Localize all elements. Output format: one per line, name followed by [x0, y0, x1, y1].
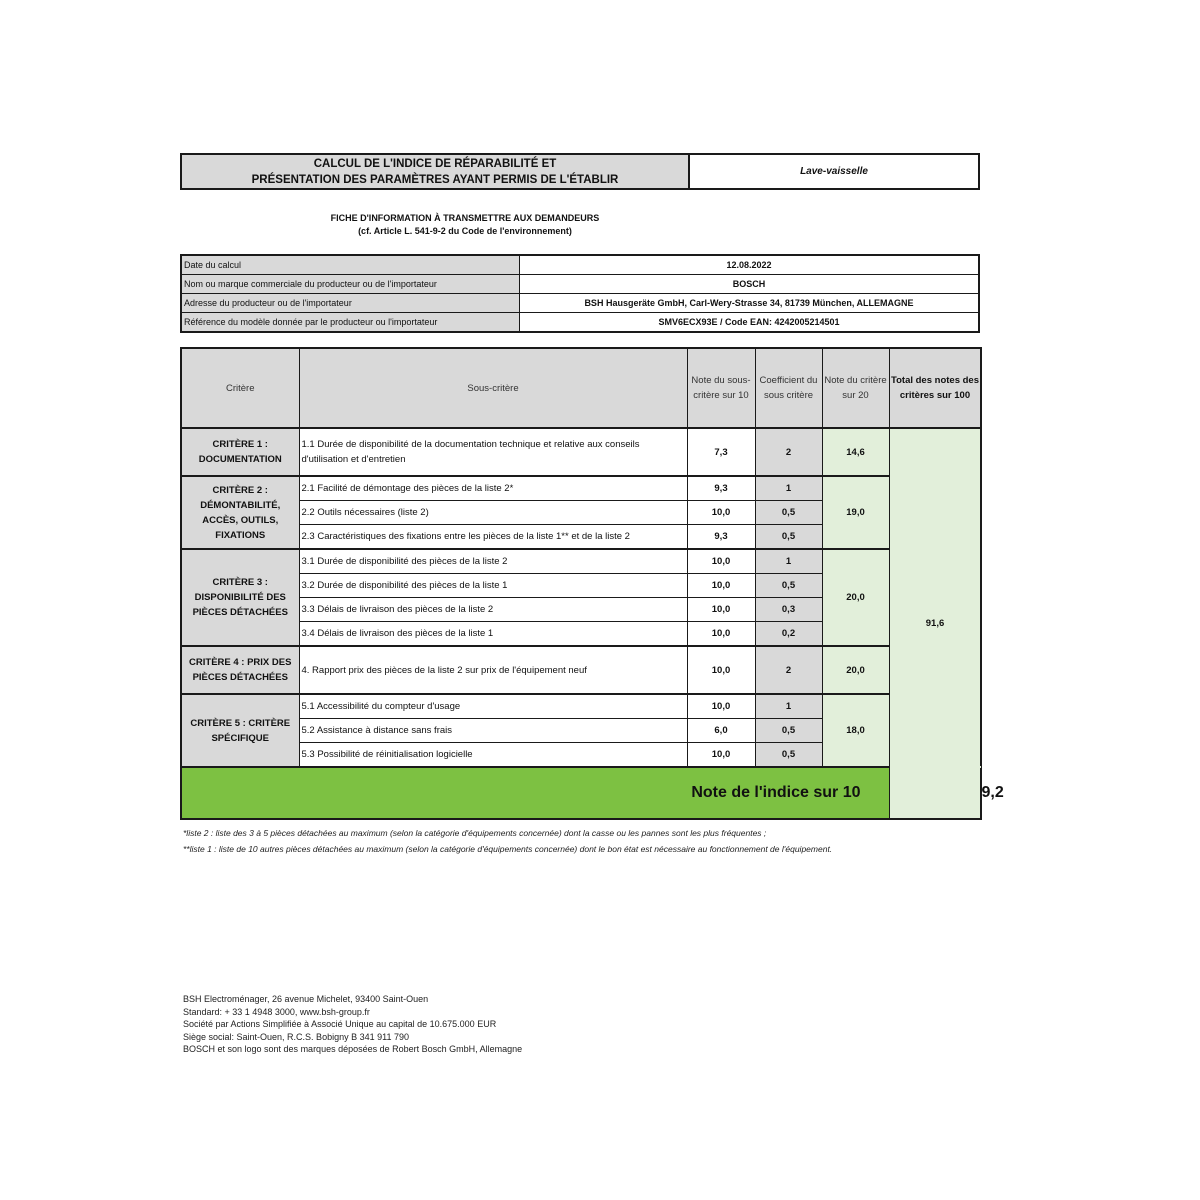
address-line: BSH Electroménager, 26 avenue Michelet, 93400 Saint-Ouen [183, 994, 429, 1004]
sub-criterion-note: 10,0 [687, 549, 755, 574]
header-coefficient: Coefficient du sous critère [755, 348, 822, 428]
sub-criterion-coef: 0,5 [755, 525, 822, 550]
sub-criterion-note: 10,0 [687, 574, 755, 598]
info-row [181, 294, 979, 313]
table-header-row [181, 348, 981, 428]
sub-criterion-label: 3.4 Délais de livraison des pièces de la liste 1 [299, 622, 687, 647]
sub-criterion-label: 3.2 Durée de disponibilité des pièces de la liste 1 [299, 574, 687, 598]
table-row [181, 646, 981, 694]
address-line: Société par Actions Simplifiée à Associé Unique au capital de 10.675.000 EUR [183, 1019, 497, 1030]
header-title-line2: PRÉSENTATION DES PARAMÈTRES AYANT PERMIS DE L'ÉTABLIR [251, 173, 619, 186]
sub-criterion-coef: 0,5 [755, 501, 822, 525]
criterion-score: 18,0 [822, 694, 889, 767]
sub-criterion-label: 1.1 Durée de disponibilité de la documentation technique et relative aux conseils d'utilisation et d'entretien [299, 428, 687, 476]
sub-criterion-coef: 2 [755, 428, 822, 476]
info-row [181, 275, 979, 294]
final-score-label: Note de l'indice sur 10 [181, 767, 889, 819]
header-note-sous-critere: Note du sous-critère sur 10 [687, 348, 755, 428]
criterion-name: CRITÈRE 3 : DISPONIBILITÉ DES PIÈCES DÉTACHÉES [181, 549, 299, 646]
sub-criterion-label: 5.3 Possibilité de réinitialisation logicielle [299, 743, 687, 768]
criterion-score: 20,0 [822, 646, 889, 694]
sub-criterion-note: 6,0 [687, 719, 755, 743]
sub-criterion-label: 3.3 Délais de livraison des pièces de la liste 2 [299, 598, 687, 622]
info-label: Date du calcul [181, 255, 520, 275]
criterion-score: 19,0 [822, 476, 889, 549]
sub-criterion-note: 9,3 [687, 476, 755, 501]
sub-criterion-note: 9,3 [687, 525, 755, 550]
address-line: Standard: + 33 1 4948 3000, www.bsh-group.fr [183, 1006, 370, 1017]
address-line: BOSCH et son logo sont des marques déposées de Robert Bosch GmbH, Allemagne [183, 1044, 523, 1055]
sub-criterion-coef: 0,5 [755, 743, 822, 768]
sub-criterion-coef: 0,5 [755, 719, 822, 743]
sub-criterion-label: 4. Rapport prix des pièces de la liste 2 sur prix de l'équipement neuf [299, 646, 687, 694]
sub-criterion-coef: 0,5 [755, 574, 822, 598]
header-critere: Critère [181, 348, 299, 428]
header-sous-critere: Sous-critère [299, 348, 687, 428]
info-value: 12.08.2022 [520, 255, 980, 275]
subtitle [180, 212, 750, 237]
table-row [181, 549, 981, 574]
sub-criterion-coef: 0,3 [755, 598, 822, 622]
sub-criterion-coef: 1 [755, 694, 822, 719]
repairability-table [180, 347, 1004, 820]
info-value: BSH Hausgeräte GmbH, Carl-Wery-Strasse 34, 81739 München, ALLEMAGNE [520, 294, 980, 313]
total-score: 91,6 [889, 428, 981, 819]
sub-criterion-coef: 2 [755, 646, 822, 694]
sub-criterion-note: 10,0 [687, 694, 755, 719]
criterion-score: 20,0 [822, 549, 889, 646]
footnotes [183, 825, 832, 857]
table-row [181, 694, 981, 719]
footnote: *liste 2 : liste des 3 à 5 pièces détachées au maximum (selon la catégorie d'équipements concernée) dont la casse ou les pannes sont les plus fréquentes ; [183, 828, 767, 838]
sub-criterion-coef: 1 [755, 476, 822, 501]
header-title [182, 155, 690, 188]
sub-criterion-note: 10,0 [687, 646, 755, 694]
sub-criterion-label: 2.3 Caractéristiques des fixations entre les pièces de la liste 1** et de la liste 2 [299, 525, 687, 550]
info-label: Adresse du producteur ou de l'importateur [181, 294, 520, 313]
criterion-name: CRITÈRE 4 : PRIX DES PIÈCES DÉTACHÉES [181, 646, 299, 694]
criterion-score: 14,6 [822, 428, 889, 476]
sub-criterion-note: 10,0 [687, 743, 755, 768]
sub-criterion-note: 7,3 [687, 428, 755, 476]
info-label: Nom ou marque commerciale du producteur ou de l'importateur [181, 275, 520, 294]
info-value: BOSCH [520, 275, 980, 294]
header-note-critere: Note du critère sur 20 [822, 348, 889, 428]
info-label: Référence du modèle donnée par le producteur ou l'importateur [181, 313, 520, 333]
subtitle-line1: FICHE D'INFORMATION À TRANSMETTRE AUX DEMANDEURS [330, 213, 600, 223]
sub-criterion-coef: 1 [755, 549, 822, 574]
sub-criterion-label: 5.2 Assistance à distance sans frais [299, 719, 687, 743]
header-title-line1: CALCUL DE L'INDICE DE RÉPARABILITÉ ET [313, 157, 557, 170]
sub-criterion-label: 3.1 Durée de disponibilité des pièces de la liste 2 [299, 549, 687, 574]
company-address [183, 993, 522, 1056]
sub-criterion-label: 2.2 Outils nécessaires (liste 2) [299, 501, 687, 525]
header-total: Total des notes des critères sur 100 [889, 348, 981, 428]
info-table [180, 254, 980, 333]
table-row [181, 428, 981, 476]
sub-criterion-note: 10,0 [687, 622, 755, 647]
footnote: **liste 1 : liste de 10 autres pièces détachées au maximum (selon la catégorie d'équipements concernée) dont le bon état est nécessaire au fonctionnement de l'équipement. [183, 844, 833, 854]
criterion-name: CRITÈRE 2 : DÉMONTABILITÉ, ACCÈS, OUTILS, FIXATIONS [181, 476, 299, 549]
subtitle-line2: (cf. Article L. 541-9-2 du Code de l'environnement) [358, 225, 572, 236]
sub-criterion-label: 5.1 Accessibilité du compteur d'usage [299, 694, 687, 719]
info-row [181, 255, 979, 275]
info-value: SMV6ECX93E / Code EAN: 4242005214501 [520, 313, 980, 333]
product-type: Lave-vaisselle [800, 166, 868, 177]
sub-criterion-note: 10,0 [687, 501, 755, 525]
address-line: Siège social: Saint-Ouen, R.C.S. Bobigny B 341 911 790 [183, 1031, 409, 1042]
criterion-name: CRITÈRE 1 : DOCUMENTATION [181, 428, 299, 476]
table-row [181, 476, 981, 501]
criterion-name: CRITÈRE 5 : CRITÈRE SPÉCIFIQUE [181, 694, 299, 767]
sub-criterion-note: 10,0 [687, 598, 755, 622]
info-row [181, 313, 979, 333]
sub-criterion-label: 2.1 Facilité de démontage des pièces de la liste 2* [299, 476, 687, 501]
document-header [180, 153, 980, 190]
final-score-row: Note de l'indice sur 10 9,2 [181, 767, 981, 819]
sub-criterion-coef: 0,2 [755, 622, 822, 647]
